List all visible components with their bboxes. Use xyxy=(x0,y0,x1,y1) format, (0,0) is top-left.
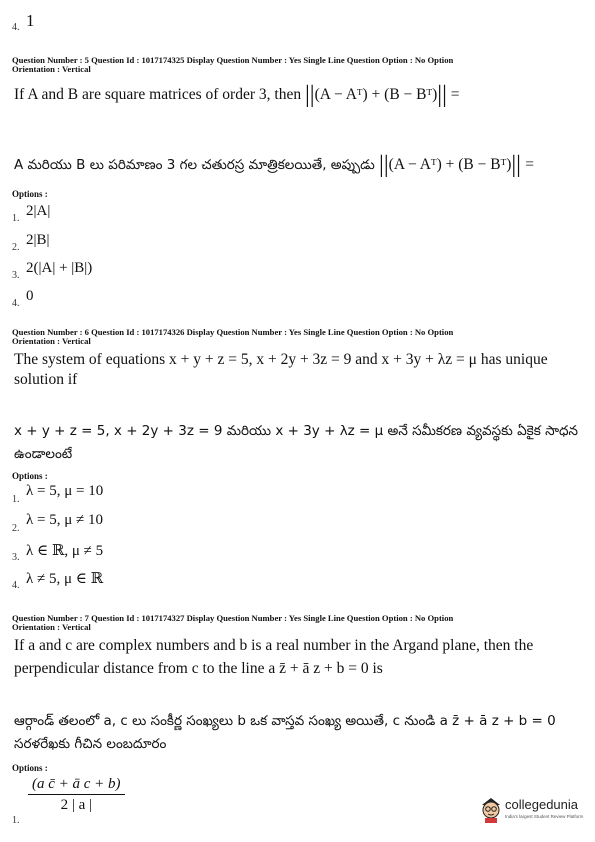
option-text: λ = 5, μ = 10 xyxy=(26,483,104,499)
option-text: 2(|A| + |B|) xyxy=(26,260,93,276)
option-text: λ ∈ ℝ, μ ≠ 5 xyxy=(26,543,104,559)
question-text-telugu: A మరియు B లు పరిమాణం 3 గల చతురస్ర మాత్రికలయితే, అప్పుడు ||(A − Aᵀ) + (B − Bᵀ)|| = xyxy=(14,152,535,178)
option-fraction xyxy=(28,776,125,814)
question-meta: Question Number : 5 Question Id : 1017174325 Display Question Number : Yes Single Line Question Option : No Option Orientation : Vertical xyxy=(12,55,454,75)
collegedunia-logo xyxy=(478,795,588,825)
option-text: λ ≠ 5, μ ∈ ℝ xyxy=(26,571,104,587)
question-text: If a and c are complex numbers and b is a real number in the Argand plane, then the xyxy=(14,637,534,654)
option-text: 1 xyxy=(26,11,35,30)
question-meta: Question Number : 7 Question Id : 1017174327 Display Question Number : Yes Single Line Question Option : No Option Orientation : Vertical xyxy=(12,613,454,633)
options-label: Options : xyxy=(12,189,48,199)
option-number: 4. xyxy=(12,580,20,591)
fraction-numerator: (a c̄ + ā c + b) xyxy=(28,776,125,795)
question-text-telugu: సరళరేఖకు గీచిన లంబదూరం xyxy=(14,736,167,752)
option-number: 2. xyxy=(12,242,20,253)
logo-tagline: India's largest Student Review Platform xyxy=(505,814,584,819)
option-number: 4. xyxy=(12,22,20,33)
logo-text: collegedunia xyxy=(505,797,579,812)
question-text: If A and B are square matrices of order 3, then ||(A − Aᵀ) + (B − Bᵀ)|| = xyxy=(14,82,460,108)
matrix-expression: (A − Aᵀ) + (B − Bᵀ) xyxy=(314,86,438,103)
question-text: perpendicular distance from c to the line a z̄ + ā z + b = 0 is xyxy=(14,660,383,677)
option-number: 3. xyxy=(12,270,20,281)
options-label: Options : xyxy=(12,471,48,481)
option-number: 4. xyxy=(12,298,20,309)
options-label: Options : xyxy=(12,763,48,773)
option-number: 3. xyxy=(12,552,20,563)
option-number: 1. xyxy=(12,815,20,826)
option-number: 2. xyxy=(12,523,20,534)
fraction-denominator: 2 | a | xyxy=(60,797,92,813)
question-meta: Question Number : 6 Question Id : 1017174326 Display Question Number : Yes Single Line Question Option : No Option Orientation : Vertical xyxy=(12,327,454,347)
question-text-telugu: ఉండాలంటే xyxy=(14,446,73,462)
question-text: The system of equations x + y + z = 5, x + 2y + 3z = 9 and x + 3y + λz = μ has unique xyxy=(14,351,548,368)
option-text: λ = 5, μ ≠ 10 xyxy=(26,512,104,528)
option-number: 1. xyxy=(12,213,20,224)
mascot-icon xyxy=(478,795,504,823)
option-text: 0 xyxy=(26,288,34,304)
option-text: 2|B| xyxy=(26,232,50,248)
question-text-telugu: ఆర్గాండ్ తలంలో a, c లు సంకీర్ణ సంఖ్యలు b ఒక వాస్తవ సంఖ్య అయితే, c నుండి a z̄ + ā z + b = 0 xyxy=(14,713,556,729)
question-text-telugu: x + y + z = 5, x + 2y + 3z = 9 మరియు x + 3y + λz = μ అనే సమీకరణ వ్యవస్థకు ఏకైక సాధన xyxy=(14,423,578,439)
option-number: 1. xyxy=(12,494,20,505)
option-text: 2|A| xyxy=(26,203,51,219)
question-text: solution if xyxy=(14,371,78,388)
